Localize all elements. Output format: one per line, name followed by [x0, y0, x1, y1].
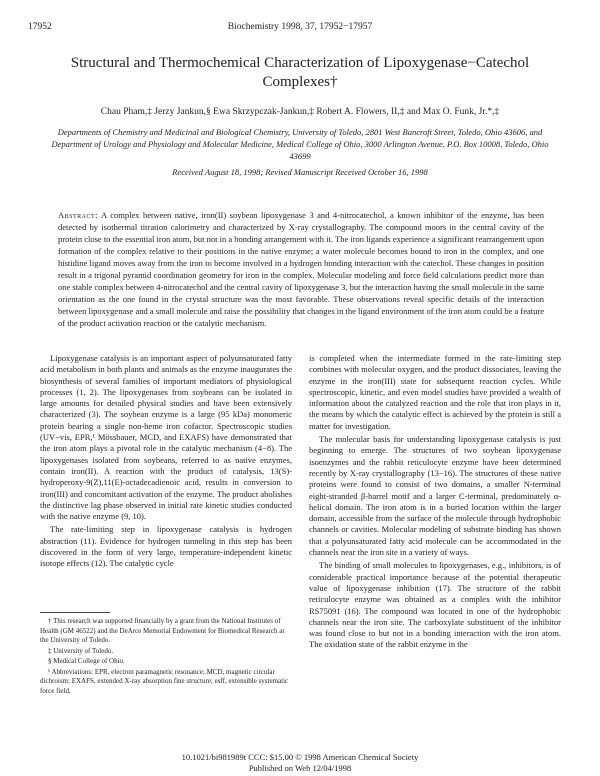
- body-paragraph: The molecular basis for understanding lipoxygenase catalysis is just beginning to emerge. The structures of two soybean lipoxygenase isoenzymes and the rabbit reticulocyte enzyme have been determined recently by X-ray crystallography (13−16). The structures of these native proteins were found to consist of two domains, a smaller N-terminal eight-stranded β-barrel motif and a larger C-terminal, predominately α-helical domain. The iron atom is in a buried location within the larger domain, accessible from the surface of the molecule through hydrophobic channels or cavities. Molecular modeling of substrate binding has shown that a polyunsaturated fatty acid molecule can be accommodated in the channels near the iron site in a variety of ways.: [309, 434, 561, 558]
- body-paragraph: The binding of small molecules to lipoxygenases, e.g., inhibitors, is of considerable practical importance because of the potential therapeutic value of lipoxygenase inhibition (17). The structure of the rabbit reticulocyte enzyme was obtained as a complex with the inhibitor RS75091 (16). The compound was located in one of the hydrophobic channels near the iron site. The carboxylate substituent of the inhibitor was found close to but not in a bonding interaction with the iron atom. The oxidation state of the rabbit enzyme in the: [309, 560, 561, 650]
- received-dates: Received August 18, 1998; Revised Manuscript Received October 16, 1998: [172, 167, 428, 177]
- abstract-label: Abstract:: [58, 210, 99, 220]
- abstract: [58, 209, 544, 329]
- page-number: 17952: [28, 22, 52, 32]
- footnote-divider: [40, 612, 110, 613]
- author-list: Chau Pham,‡ Jerzy Jankun,§ Ewa Skrzypczak-Jankun,‡ Robert A. Flowers, II,‡ and Max O. Funk, Jr.*,‡: [100, 107, 500, 117]
- footnote: ¹ Abbreviations: EPR, electron paramagnetic resonance; MCD, magnetic circular dichroism; EXAFS, extended X-ray absorption fine structure; esff, extensible systematic force field.: [40, 667, 289, 695]
- article-title: Structural and Thermochemical Characterization of Lipoxygenase−Catechol Complexes†: [70, 55, 530, 90]
- body-paragraph: Lipoxygenase catalysis is an important aspect of polyunsaturated fatty acid metabolism in both plants and animals as the enzyme inaugurates the biosynthesis of several families of important mediators of physiological processes (1, 2). The lipoxygenases from soybeans can be isolated in large amounts for detailed physical studies and have been extensively characterized (3). The soybean enzyme is a large (95 kDa) monomeric protein bearing a single non-heme iron cofactor. Spectroscopic studies (UV−vis, EPR,¹ Mössbauer, MCD, and EXAFS) have demonstrated that the iron atom plays a pivotal role in the catalytic mechanism (4−8). The lipoxygenases isolated from soybeans, referred to as native enzymes, contain iron(II). A reaction with the product of catalysis, 13(S)-hydroperoxy-9(Z),11(E)-octadecadienoic acid, results in conversion to iron(III) and concomitant activation of the enzyme. The product abolishes the distinctive lag phase observed in initial rate kinetic studies conducted with the native enzyme (9, 10).: [40, 353, 292, 522]
- body-paragraph: is completed when the intermediate formed in the rate-limiting step combines with molecular oxygen, and the product dissociates, leaving the enzyme in the iron(III) state for subsequent reaction cycles. While spectroscopic, kinetic, and even model studies have provided a wealth of information about the catalyzed reaction and the role that iron plays in it, the means by which the catalytic effect is achieved by the protein is still a matter for investigation.: [309, 353, 561, 431]
- footnote: † This research was supported financially by a grant from the National Institutes of Health (GM 46522) and the DeArce Memorial Endowment for Biomedical Research at the University of Toledo.: [40, 617, 285, 644]
- body-column-right: [309, 353, 561, 653]
- body-column-left: [40, 353, 292, 572]
- footnotes: [40, 617, 292, 697]
- journal-reference: Biochemistry 1998, 37, 17952−17957: [227, 22, 373, 32]
- footnote: ‡ University of Toledo.: [48, 646, 114, 655]
- abstract-text: A complex between native, iron(II) soybean lipoxygenase 3 and 4-nitrocatechol, a known inhibitor of the enzyme, has been detected by isothermal titration calorimetry and characterized by X-ray crystallography. The compound moors in the central cavity of the protein close to the essential iron atom, but not in a bonding arrangement with it. The iron ligands experience a significant rearrangement upon formation of the complex relative to their positions in the native enzyme; a water molecule becomes bound to iron in the complex, and one histidine ligand moves away from the iron to become involved in a hydrogen bonding interaction with the catechol. These changes in position result in a trigonal pyramid coordination geometry for iron in the complex. Molecular modeling and force field calculations predict more than one stable complex between 4-nitrocatechol and the central cavity of lipoxygenase 3, but the interaction having the small molecule in the same orientation as the one found in the crystal structure was the most favorable. These observations reveal specific details of the interaction between lipoxygenase and a small molecule and raise the possibility that changes in the ligand environment of the iron atom could be a feature of the product activation reaction or the catalytic mechanism.: [58, 210, 545, 328]
- publication-date: Published on Web 12/04/1998: [248, 763, 352, 773]
- doi-line: 10.1021/bi981989t CCC: $15.00 © 1998 American Chemical Society: [181, 752, 419, 762]
- body-paragraph: The rate-limiting step in lipoxygenase catalysis is hydrogen abstraction (11). Evidence for hydrogen tunneling in this step has been discovered in the form of very large, temperature-independent kinetic isotope effects (12). The catalytic cycle: [40, 524, 292, 569]
- affiliations: Departments of Chemistry and Medicinal and Biological Chemistry, University of Toledo, 2801 West Bancroft Street, Toledo, Ohio 43606, and Department of Urology and Physiology and Molecular Medicine, Medical College of Ohio, 3000 Arlington Avenue, P.O. Box 10008, Toledo, Ohio 43699: [51, 127, 549, 161]
- footnote: § Medical College of Ohio.: [48, 657, 125, 665]
